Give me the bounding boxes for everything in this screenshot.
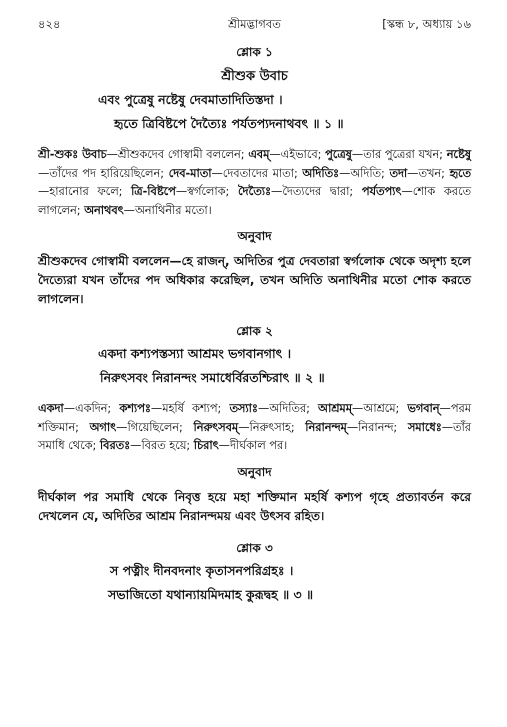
translation-heading: অনুবাদ [237, 229, 272, 243]
synonym-word: ভগবান্‌ [407, 402, 440, 415]
synonym-word: দৈত্যৈঃ [237, 185, 272, 198]
word-meanings: একদা—একদিন; কশ্যপঃ—মহর্ষি কশ্যপ; তস্যাঃ—অদিতির; আশ্রমম্—আশ্রমে; ভগবান্‌—পরম শক্তিমান; অগাৎ—গিয়েছিলেন; নিরুৎসবম্—নিরুৎসাহ; নিরানন্দম্—নিরানন্দ; সমাধেঃ—তাঁর সমাধি থেকে; বিরতঃ—বিরত হয়ে; চিরাৎ—দীর্ঘকাল পর। [38, 402, 471, 452]
synonym-meaning: শোক করতে লাগলেন; [38, 185, 471, 217]
synonym-meaning: শ্রীশুকদেব গোস্বামী বললেন; [117, 148, 245, 161]
synonym-word: পর্যতপ্যৎ [361, 185, 402, 198]
synonym-meaning: স্বর্গলোক; [187, 185, 230, 198]
synonym-word: শ্রী-শুকঃ উবাচ [38, 148, 107, 161]
synonym-meaning: দীর্ঘকাল পর। [229, 439, 288, 452]
synonym-meaning: তার পুত্রেরা যখন; [363, 148, 443, 161]
synonym-meaning: বিরত হয়ে; [141, 439, 191, 452]
synonym-word: আশ্রমম্ [318, 402, 352, 415]
synonym-word: বিরতঃ [99, 439, 131, 452]
section-reference: [স্কন্ধ ৮, অধ্যায় ১৬ [382, 17, 471, 31]
book-title: শ্রীমদ্ভাগবত [228, 17, 281, 31]
verse-block-1 [38, 44, 471, 309]
word-meanings: শ্রী-শুকঃ উবাচ—শ্রীশুকদেব গোস্বামী বললেন; এবম্—এইভাবে; পুত্রেষু—তার পুত্রেরা যখন; নষ্টেষু—তাঁদের পদ হারিয়েছিলেন; দেব-মাতা—দেবতাদের মাতা; অদিতিঃ—অদিতি; তদা—তখন; হৃতে—হারানোর ফলে; ত্রি-বিষ্টপে—স্বর্গলোক; দৈত্যৈঃ—দৈত্যদের দ্বারা; পর্যতপ্যৎ—শোক করতে লাগলেন; অনাথবৎ—অনাথিনীর মতো। [38, 148, 472, 217]
translation-text: শ্রীশুকদেব গোস্বামী বললেন—হে রাজন্‌, অদিতির পুত্র দেবতারা স্বর্গলোক থেকে অদৃশ্য হলে দৈত্যেরা যখন তাঁদের পদ অধিকার করেছিল, তখন অদিতি অনাথিনীর মতো শোক করতে লাগলেন। [38, 254, 471, 306]
synonym-meaning: নিরুৎসাহ; [249, 420, 295, 434]
page-header [38, 16, 471, 36]
verse-line: সভাজিতো যথান্যায়মিদমাহ কুরূদ্বহ ॥ ৩ ॥ [108, 586, 314, 602]
verse-line: স পত্নীং দীনবদনাং কৃতাসনপরিগ্রহঃ । [110, 562, 294, 578]
verse-block-2 [38, 323, 471, 526]
synonym-word: পুত্রেষু [325, 148, 352, 161]
synonym-word: অগাৎ [89, 420, 117, 434]
page-content [38, 44, 471, 611]
synonym-word: দেব-মাতা [168, 166, 212, 180]
synonym-meaning: এইভাবে; [280, 148, 322, 161]
verse-title: শ্লোক ১ [236, 45, 273, 59]
synonym-meaning: তখন; [418, 166, 445, 180]
synonym-word: ত্রি-বিষ্টপে [131, 185, 176, 198]
synonym-word: চিরাৎ [193, 439, 219, 452]
synonym-meaning: দৈত্যদের দ্বারা; [282, 185, 354, 198]
synonym-word: একদা [38, 402, 64, 415]
synonym-word: নিরানন্দম্ [305, 420, 347, 434]
synonym-word: অদিতিঃ [302, 166, 340, 180]
synonym-meaning: গিয়েছিলেন; [127, 420, 183, 434]
synonym-word: হৃতে [449, 166, 472, 180]
synonym-meaning: পরম শক্তিমান; [38, 402, 471, 434]
synonym-meaning: অদিতির; [269, 402, 310, 415]
synonym-meaning: নিরানন্দ; [358, 420, 398, 434]
synonym-meaning: মহর্ষি কশ্যপ; [162, 402, 222, 415]
verse-line: নিরুৎসবং নিরানন্দং সমাধের্বিরতশ্চিরাৎ ॥ ২ ॥ [100, 370, 325, 385]
synonym-word: তস্যাঃ [229, 402, 258, 415]
synonym-word: অনাথবৎ [84, 203, 124, 217]
synonym-word: নষ্টেষু [446, 148, 471, 161]
verse-line: হৃতে ত্রিবিষ্টপে দৈত্যৈঃ পর্যতপ্যদনাথবৎ ॥ ১ ॥ [114, 116, 344, 131]
synonym-word: সমাধেঃ [407, 420, 442, 434]
verse-title: শ্লোক ৩ [236, 540, 273, 555]
synonym-meaning: তাঁর সমাধি থেকে; [38, 420, 471, 452]
synonym-meaning: অনাথিনীর মতো। [134, 203, 212, 217]
translation-heading: অনুবাদ [237, 464, 272, 479]
synonym-meaning: তাঁদের পদ হারিয়েছিলেন; [49, 166, 165, 180]
verse-line: এবং পুত্রেষু নষ্টেষু দেবমাতাদিতিস্তদা । [98, 92, 283, 107]
verse-line: একদা কশ্যপস্তস্যা আশ্রমং ভগবানগাৎ । [98, 346, 292, 361]
synonym-word: এবম্ [248, 148, 270, 161]
translation-text: দীর্ঘকাল পর সমাধি থেকে নিবৃত্ত হয়ে মহা শক্তিমান মহর্ষি কশ্যপ গৃহে প্রত্যাবর্তন করে দেখলেন যে, অদিতির আশ্রম নিরানন্দময় এবং উৎসব রহিত। [38, 489, 471, 523]
synonym-meaning: অদিতি; [350, 166, 385, 180]
page-number: ৪২৪ [38, 17, 61, 31]
synonym-meaning: দেবতাদের মাতা; [222, 166, 298, 180]
synonym-word: কশ্যপঃ [119, 402, 151, 415]
synonym-meaning: একদিন; [75, 402, 112, 415]
verse-block-3 [38, 540, 471, 607]
verse-title: শ্লোক ২ [236, 324, 273, 338]
synonym-word: তদা [389, 166, 408, 180]
synonym-word: নিরুৎসবম্ [193, 420, 239, 434]
verse-speaker: শ্রীশুক উবাচ [221, 69, 288, 84]
synonym-meaning: হারানোর ফলে; [49, 185, 123, 198]
synonym-meaning: আশ্রমে; [363, 402, 400, 415]
